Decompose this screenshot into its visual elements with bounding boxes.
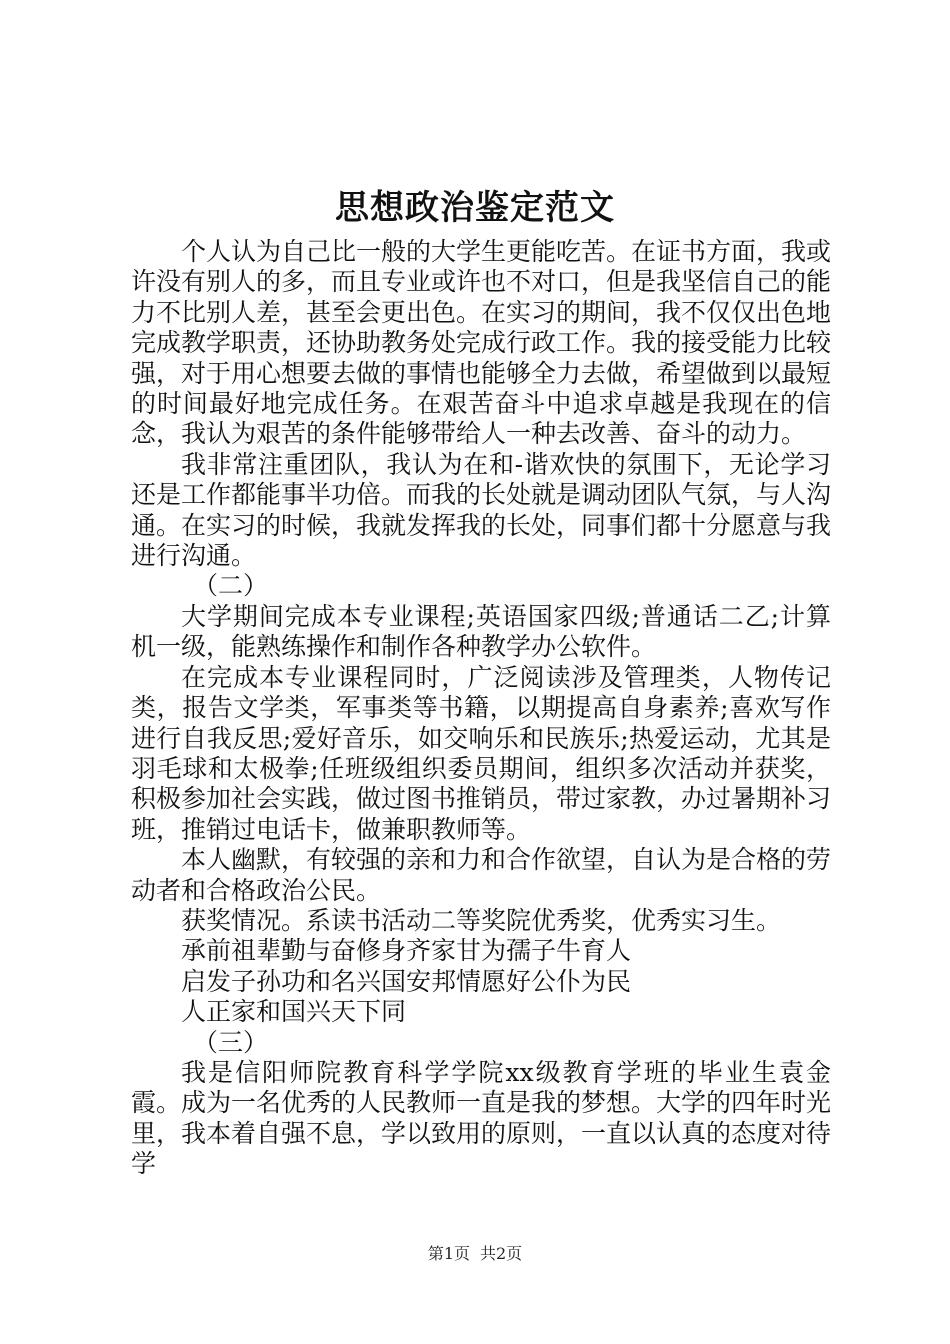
document-body xyxy=(131,237,831,1180)
paragraph: 获奖情况。系读书活动二等奖院优秀奖，优秀实习生。 xyxy=(181,905,782,935)
document-title: 思想政治鉴定范文 xyxy=(335,188,615,228)
paragraph: 我非常注重团队，我认为在和-谐欢快的氛围下，无论学习还是工作都能事半功倍。而我的长处就是调动团队气氛，与人沟通。在实习的时候，我就发挥我的长处，同事们都十分愿意与我进行沟通。 xyxy=(131,449,832,571)
section-heading: （二） xyxy=(193,571,269,601)
section-heading: （三） xyxy=(193,1027,269,1057)
paragraph: 我是信阳师院教育科学学院xx级教育学班的毕业生袁金霞。成为一名优秀的人民教师一直是我的梦想。大学的四年时光里，我本着自强不息，学以致用的原则，一直以认真的态度对待学 xyxy=(131,1057,832,1179)
page-footer xyxy=(0,1242,950,1266)
paragraph: 本人幽默，有较强的亲和力和合作欲望，自认为是合格的劳动者和合格政治公民。 xyxy=(131,845,832,905)
paragraph: 个人认为自己比一般的大学生更能吃苦。在证书方面，我或许没有别人的多，而且专业或许也不对口，但是我坚信自己的能力不比别人差，甚至会更出色。在实习的期间，我不仅仅出色地完成教学职责，还协助教务处完成行政工作。我的接受能力比较强，对于用心想要去做的事情也能够全力去做，希望做到以最短的时间最好地完成任务。在艰苦奋斗中追求卓越是我现在的信念，我认为艰苦的条件能够带给人一种去改善、奋斗的动力。 xyxy=(131,237,832,449)
page-number-current: 第1页 xyxy=(427,1244,470,1263)
page-number-total: 共2页 xyxy=(480,1244,523,1263)
paragraph: 大学期间完成本专业课程;英语国家四级;普通话二乙;计算机一级，能熟练操作和制作各种教学办公软件。 xyxy=(131,601,831,662)
verse-line: 启发子孙功和名兴国安邦情愿好公仆为民 xyxy=(181,966,632,996)
verse-line: 人正家和国兴天下同 xyxy=(181,997,407,1027)
verse-line: 承前祖辈勤与奋修身齐家甘为孺子牛育人 xyxy=(181,936,632,966)
paragraph: 在完成本专业课程同时，广泛阅读涉及管理类，人物传记类，报告文学类，军事类等书籍，以期提高自身素养;喜欢写作进行自我反思;爱好音乐，如交响乐和民族乐;热爱运动，尤其是羽毛球和太极拳;任班级组织委员期间，组织多次活动并获奖，积极参加社会实践，做过图书推销员，带过家教，办过暑期补习班，推销过电话卡，做兼职教师等。 xyxy=(131,662,832,844)
